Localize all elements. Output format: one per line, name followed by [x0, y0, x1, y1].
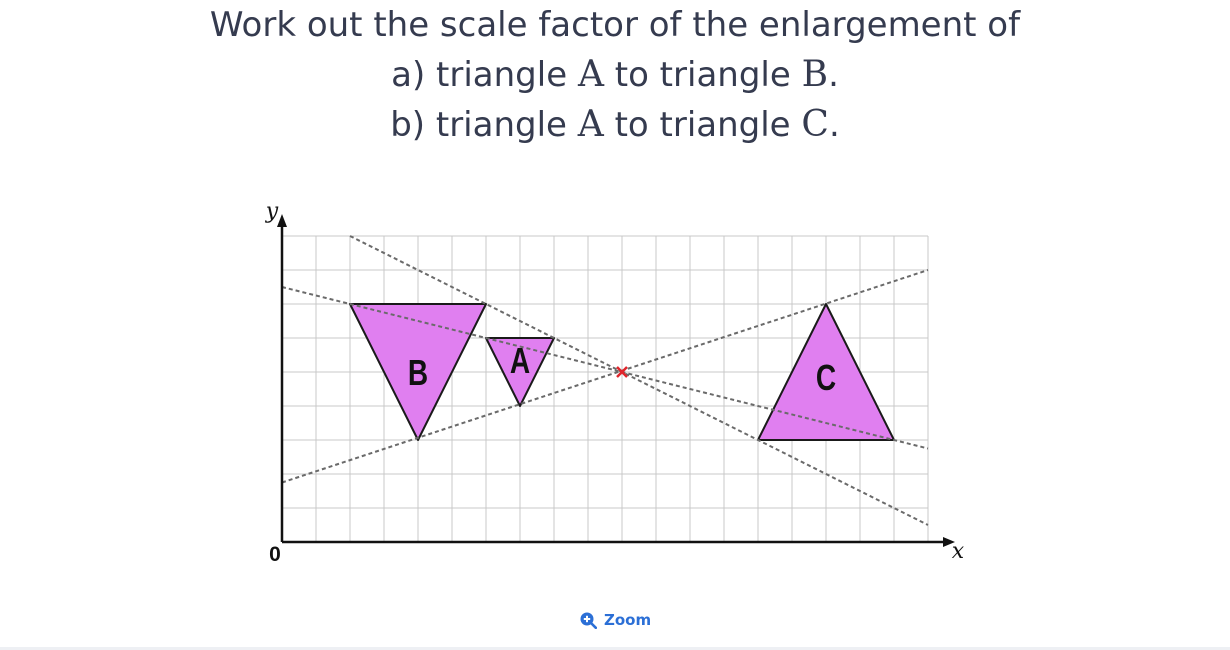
part-b-suffix: . — [828, 105, 840, 145]
triangle-label-a: A — [509, 340, 531, 381]
question-line-1: Work out the scale factor of the enlargement of — [209, 5, 1021, 45]
part-b-prefix: b) triangle — [390, 105, 578, 145]
origin-label: 0 — [269, 543, 281, 566]
zoom-label: Zoom — [604, 611, 652, 629]
part-a-mid: to triangle — [603, 55, 802, 95]
part-b-from-label: A — [577, 104, 604, 145]
part-a-prefix: a) triangle — [391, 55, 578, 95]
triangle-label-b: B — [407, 352, 429, 393]
zoom-button[interactable] — [580, 608, 651, 632]
x-axis-label: x — [951, 539, 965, 564]
part-a-suffix: . — [828, 55, 839, 95]
part-a-to-label: B — [801, 54, 829, 95]
triangle-label-c: C — [815, 357, 837, 398]
part-b-mid: to triangle — [603, 105, 802, 145]
part-b-to-label: C — [801, 104, 829, 145]
y-axis-label: y — [265, 199, 279, 224]
zoom-in-icon — [580, 612, 597, 629]
part-a-from-label: A — [577, 54, 604, 95]
y-axis-arrow — [277, 214, 287, 227]
